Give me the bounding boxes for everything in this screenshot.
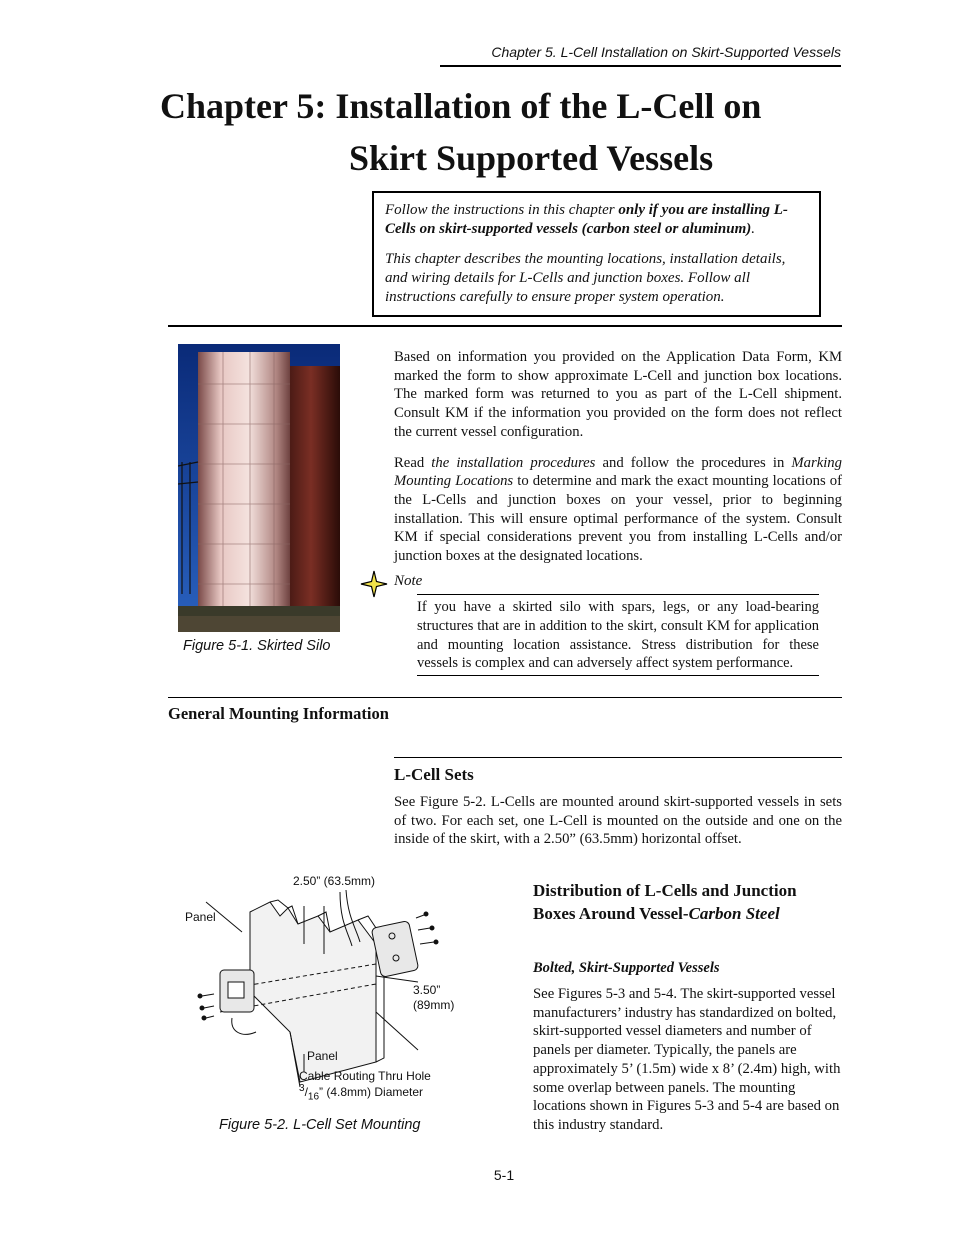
label-offset: 2.50” (63.5mm) [293, 874, 376, 888]
section-rule-2 [168, 697, 842, 698]
skirted-silo-image [178, 344, 340, 632]
running-head: Chapter 5. L-Cell Installation on Skirt-Supported Vessels [491, 44, 841, 60]
chapter-title [160, 80, 761, 184]
page-number: 5-1 [493, 1167, 515, 1183]
figure-5-2-caption: Figure 5-2. L-Cell Set Mounting [219, 1117, 421, 1133]
label-hole-diameter: $^3/_{16}$” (4.8mm) Diameter [299, 1083, 424, 1103]
intro-box [372, 191, 821, 317]
subsection-rule [394, 757, 842, 758]
label-height-value: 3.50” [413, 983, 441, 997]
intro-paragraph-1: Follow the instructions in this chapter only if you are installing L-Cells on skirt-supported vessels (carbon steel or aluminum). [385, 202, 788, 237]
skirted-silo-photo [178, 344, 340, 632]
chapter-title-line2: Skirt Supported Vessels [349, 138, 714, 178]
label-panel-bottom: Panel [307, 1049, 338, 1063]
label-cable-routing: Cable Routing Thru Hole [299, 1069, 431, 1083]
note-star-icon [360, 570, 388, 598]
distribution-text: See Figures 5-3 and 5-4. The skirt-supported vessel manufacturers’ industry has standardized on bolted, skirt-supported vessel diameters and number of panels per diameter. Typically, the panels are approximately 5’ (1.5m) wide x 8’ (2.4m) high, with some overlap between panels. The mounting locations shown in Figures 5-3 and 5-4 are based on this industry standard. [533, 986, 841, 1133]
section-heading: General Mounting Information [168, 704, 389, 723]
lcell-sets-heading: L-Cell Sets [394, 765, 474, 784]
note-text: If you have a skirted silo with spars, legs, or any load-bearing structures that are in addition to the skirt, consult KM for application and mounting location assistance. Stress distribution for these vessels is complex and can adversely affect system performance. [417, 594, 819, 676]
note-label: Note [394, 573, 423, 589]
label-panel-top: Panel [185, 910, 216, 924]
figure-5-1-caption: Figure 5-1. Skirted Silo [183, 638, 331, 654]
bolted-subheading: Bolted, Skirt-Supported Vessels [533, 960, 720, 976]
intro-paragraph-2: This chapter describes the mounting locations, installation details, and wiring details for L-Cells and junction boxes. Follow all instructions carefully to ensure proper system operation. [385, 251, 786, 305]
body-paragraph-1: Based on information you provided on the Application Data Form, KM marked the form to show approximate L-Cell and junction box locations. The marked form was returned to you as part of the L-Cell shipment. Consult KM if the information you provided on the form does not reflect the current vessel configuration. [394, 349, 842, 440]
chapter-title-line1: Chapter 5: Installation of the L-Cell on [160, 86, 762, 126]
label-height-metric: (89mm) [413, 998, 455, 1012]
body-text [394, 348, 842, 578]
section-rule-1 [168, 325, 842, 327]
lcell-sets-text: See Figure 5-2. L-Cells are mounted around skirt-supported vessels in sets of two. For each set, one L-Cell is mounted on the outside and one on the inside of the skirt, with a 2.50” (63.5mm) horizontal offset. [394, 794, 842, 848]
header-rule [440, 65, 841, 67]
body-paragraph-2: Read the installation procedures and follow the procedures in Marking Mounting Locations to determine and mark the exact mounting locations of the L-Cells and junction boxes on your vessel, prior to beginning installation. This will ensure optimal performance of the system. Consult KM if special considerations prevent you from installing L-Cells and/or junction boxes at the designated locations. [394, 454, 842, 565]
distribution-heading: Distribution of L-Cells and Junction Boxes Around Vessel-Carbon Steel [533, 881, 797, 923]
